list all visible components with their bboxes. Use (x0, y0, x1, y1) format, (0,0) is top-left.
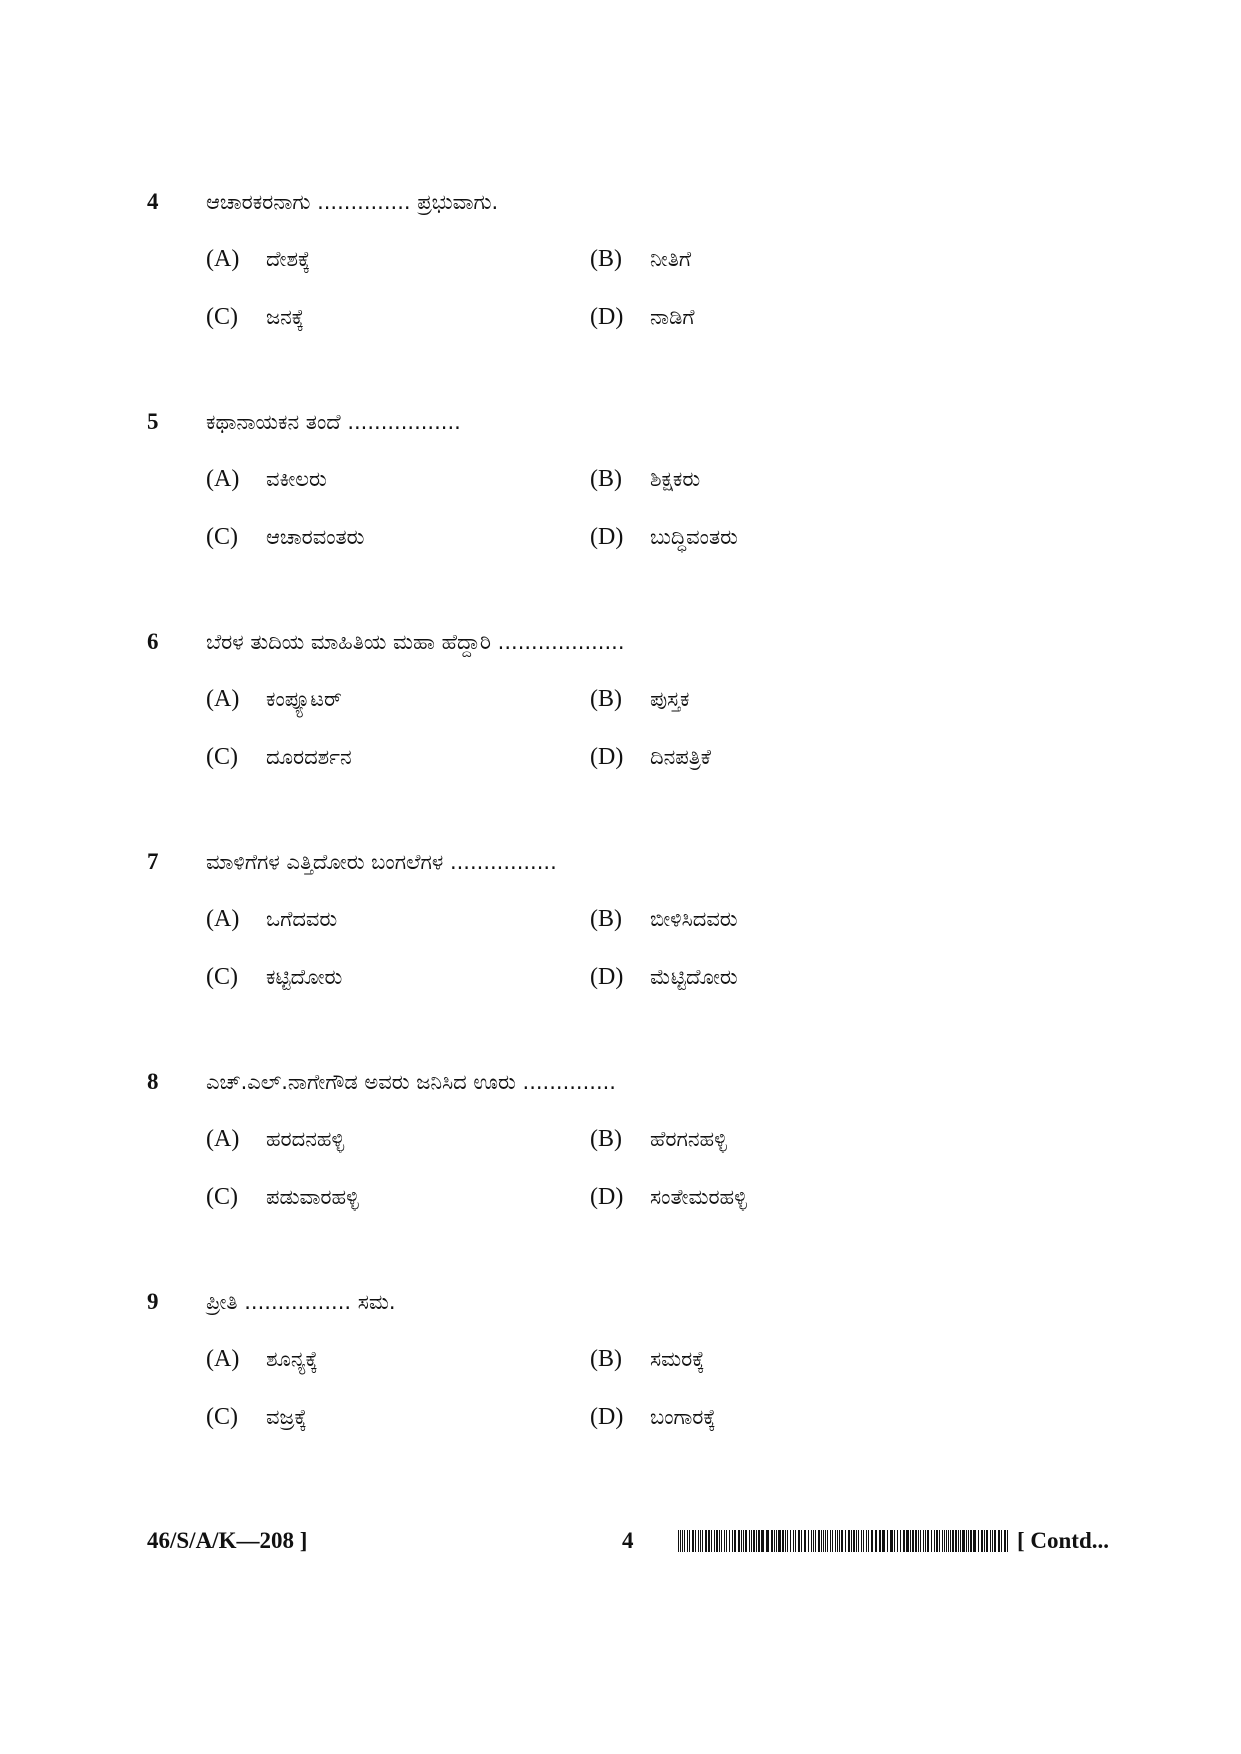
option-label: (A) (206, 906, 240, 932)
option-label: (C) (206, 524, 238, 550)
option-text: ಬುದ್ಧಿವಂತರು (650, 525, 738, 549)
option-label: (D) (590, 304, 624, 330)
option-text: ಪುಸ್ತಕ (650, 687, 690, 711)
question-number: 6 (147, 629, 159, 654)
question-text: ಕಥಾನಾಯಕನ ತಂದೆ ................. (206, 410, 461, 434)
option-label: (D) (590, 744, 624, 770)
option-label: (A) (206, 686, 240, 712)
option-text: ಆಚಾರವಂತರು (266, 525, 365, 549)
question-9 (0, 1288, 1241, 1478)
option-text: ವಕೀಲರು (266, 467, 327, 491)
option-label: (C) (206, 304, 238, 330)
option-label: (D) (590, 524, 624, 550)
option-text: ಕಟ್ಟಿದೋರು (266, 965, 343, 989)
paper-code: 46/S/A/K—208 ] (147, 1528, 308, 1553)
option-label: (B) (590, 246, 622, 272)
option-text: ಹರದನಹಳ್ಳಿ (266, 1127, 345, 1151)
option-label: (A) (206, 246, 240, 272)
option-label: (A) (206, 466, 240, 492)
question-number: 5 (147, 409, 159, 434)
option-text: ನಾಡಿಗೆ (650, 305, 695, 329)
option-text: ಶಿಕ್ಷಕರು (650, 467, 701, 491)
question-text: ಪ್ರೀತಿ ................ ಸಮ. (206, 1290, 396, 1314)
option-label: (B) (590, 466, 622, 492)
continued-label: [ Contd... (1017, 1528, 1110, 1553)
question-text: ಆಚಾರಕರನಾಗು .............. ಪ್ರಭುವಾಗು. (206, 190, 499, 214)
option-label: (C) (206, 1404, 238, 1430)
question-number: 9 (147, 1289, 159, 1314)
option-text: ಸಂತೇಮರಹಳ್ಳಿ (650, 1185, 747, 1209)
page-footer (0, 1526, 1241, 1560)
option-text: ಒಗೆದವರು (266, 907, 338, 931)
option-label: (D) (590, 964, 624, 990)
question-7 (0, 848, 1241, 1038)
question-text: ಬೆರಳ ತುದಿಯ ಮಾಹಿತಿಯ ಮಹಾ ಹೆದ್ದಾರಿ ................... (206, 630, 625, 654)
option-text: ನೀತಿಗೆ (650, 247, 692, 271)
question-text: ಎಚ್.ಎಲ್.ನಾಗೇಗೌಡ ಅವರು ಜನಿಸಿದ ಊರು .............. (206, 1070, 616, 1094)
option-label: (C) (206, 744, 238, 770)
page-number: 4 (622, 1528, 634, 1553)
option-label: (B) (590, 686, 622, 712)
question-5 (0, 408, 1241, 598)
question-4 (0, 188, 1241, 378)
option-text: ಬೀಳಿಸಿದವರು (650, 907, 738, 931)
option-label: (D) (590, 1184, 624, 1210)
option-label: (A) (206, 1126, 240, 1152)
barcode-icon (678, 1530, 1008, 1552)
option-label: (D) (590, 1404, 624, 1430)
option-text: ಪಡುವಾರಹಳ್ಳಿ (266, 1185, 359, 1209)
option-text: ಕಂಪ್ಯೂಟರ್ (266, 687, 342, 711)
option-text: ಸಮರಕ್ಕೆ (650, 1347, 705, 1371)
question-number: 8 (147, 1069, 159, 1094)
option-label: (B) (590, 1346, 622, 1372)
option-text: ಜನಕ್ಕೆ (266, 305, 305, 329)
option-text: ಹೆರಗನಹಳ್ಳಿ (650, 1127, 727, 1151)
option-label: (C) (206, 1184, 238, 1210)
option-text: ದೇಶಕ್ಕೆ (266, 247, 311, 271)
question-number: 4 (147, 189, 159, 214)
question-text: ಮಾಳಿಗೆಗಳ ಎತ್ತಿದೋರು ಬಂಗಲೆಗಳ ................ (206, 850, 557, 874)
question-8 (0, 1068, 1241, 1258)
question-number: 7 (147, 849, 159, 874)
option-label: (A) (206, 1346, 240, 1372)
option-label: (C) (206, 964, 238, 990)
option-label: (B) (590, 906, 622, 932)
option-label: (B) (590, 1126, 622, 1152)
question-6 (0, 628, 1241, 818)
option-text: ದೂರದರ್ಶನ (266, 745, 352, 769)
option-text: ದಿನಪತ್ರಿಕೆ (650, 745, 712, 769)
option-text: ಶೂನ್ಯಕ್ಕೆ (266, 1347, 318, 1371)
option-text: ಮೆಟ್ಟಿದೋರು (650, 965, 738, 989)
option-text: ಬಂಗಾರಕ್ಕೆ (650, 1405, 716, 1429)
option-text: ವಜ್ರಕ್ಕೆ (266, 1405, 307, 1429)
